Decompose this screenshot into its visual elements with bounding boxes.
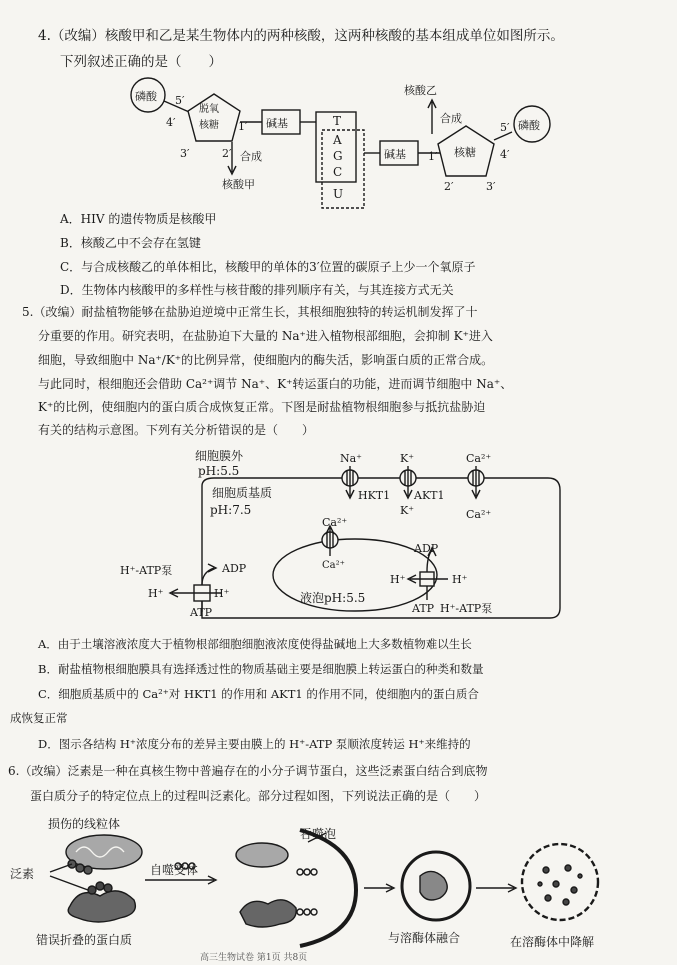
k-label-top: K⁺ (400, 452, 415, 465)
h-label-vacuole: H⁺ (390, 573, 406, 586)
base-label-left: 碱基 (266, 117, 288, 130)
q5-stem-line-5: K⁺的比例，使细胞内的蛋白质合成恢复正常。下图是耐盐植物根细胞参与抵抗盐胁迫 (38, 400, 486, 414)
page-footer: 高三生物试卷 第1页 共8页 (200, 953, 308, 963)
q4-option-d: D．生物体内核酸甲的多样性与核苷酸的排列顺序有关，与其连接方式无关 (60, 283, 454, 297)
pos-2-right: 2′ (444, 180, 454, 193)
q5-stem-line-2: 分重要的作用。研究表明，在盐胁迫下大量的 Na⁺进入植物根部细胞，会抑制 K⁺进入 (38, 329, 493, 343)
q5-stem-line-3: 细胞，导致细胞中 Na⁺/K⁺的比例异常，使细胞内的酶失活，影响蛋白质的正常合成。 (38, 353, 494, 367)
ribose-label: 核糖 (454, 146, 476, 159)
q5-stem-line-4: 与此同时，根细胞还会借助 Ca²⁺调节 Na⁺、K⁺转运蛋白的功能，进而调节细胞中 Na⁺、 (38, 377, 513, 391)
q4-option-c: C．与合成核酸乙的单体相比，核酸甲的单体的3′位置的碳原子上少一个氧原子 (60, 260, 476, 274)
base-g: G (333, 149, 343, 163)
q5-option-c: C．细胞质基质中的 Ca²⁺对 HKT1 的作用和 AKT1 的作用不同，使细胞内的蛋白质合 (38, 687, 479, 701)
cytosol-ph: pH:7.5 (210, 503, 252, 517)
base-label-right: 碱基 (384, 148, 406, 161)
q5-option-c-cont: 成恢复正常 (10, 711, 68, 725)
q4-stem-line-1: 4.（改编）核酸甲和乙是某生物体内的两种核酸，这两种核酸的基本组成单位如图所示。 (38, 28, 564, 44)
nucleic-a-label: 核酸甲 (222, 178, 255, 191)
pos-5-right: 5′ (500, 121, 510, 134)
q5-option-a: A．由于土壤溶液浓度大于植物根部细胞细胞液浓度使得盐碱地上大多数植物难以生长 (38, 637, 472, 651)
q4-option-a: A．HIV 的遗传物质是核酸甲 (60, 212, 217, 226)
degradation-lysosome (522, 844, 598, 920)
synthesis-label-right: 合成 (440, 112, 462, 125)
pos-4-left: 4′ (166, 116, 176, 129)
adp-label-vacuole: ADP (414, 542, 439, 555)
ca-label-cytosol: Ca²⁺ (322, 516, 348, 529)
deoxyribose-label-1: 脱氧 (199, 104, 219, 115)
outside-label: 细胞膜外 (195, 449, 244, 463)
misfolded-protein (68, 891, 135, 922)
outside-ph: pH:5.5 (198, 464, 240, 478)
base-u: U (333, 187, 344, 201)
base-c: C (333, 165, 343, 179)
pump-label-membrane: H⁺-ATP泵 (120, 564, 173, 577)
h-label-cytosol: H⁺ (452, 573, 468, 586)
atp-label-membrane: ATP (190, 606, 213, 619)
synthesis-label-left: 合成 (240, 150, 262, 163)
q5-option-d: D．图示各结构 H⁺浓度分布的差异主要由膜上的 H⁺-ATP 泵顺浓度转运 H⁺来维持的 (38, 737, 471, 751)
base-a: A (333, 133, 342, 147)
q5-stem-line-6: 有关的结构示意图。下列有关分析错误的是（ ） (38, 423, 315, 437)
adp-label-membrane: ADP (222, 562, 247, 575)
h-label-inside: H⁺ (214, 587, 230, 600)
q4-option-b: B．核酸乙中不会存在氢键 (60, 236, 201, 250)
akt1-label: AKT1 (414, 489, 445, 502)
phagophore-label: 吞噬泡 (300, 827, 337, 841)
q5-stem-line-1: 5.（改编）耐盐植物能够在盐胁迫逆境中正常生长，其根细胞独特的转运机制发挥了十 (22, 305, 478, 319)
q6-stem-line-1: 6.（改编）泛素是一种在真核生物中普遍存在的小分子调节蛋白，这些泛素蛋白结合到底物 (8, 764, 488, 778)
atp-label-vacuole: ATP (412, 602, 435, 615)
damaged-mitochondrion (66, 835, 142, 869)
cytosol-label: 细胞质基质 (212, 486, 273, 500)
h-label-outside: H⁺ (148, 587, 164, 600)
pos-1-right: 1′ (428, 150, 438, 163)
misfolded-label: 错误折叠的蛋白质 (36, 933, 133, 947)
damaged-mito-label: 损伤的线粒体 (48, 817, 121, 831)
base-t: T (333, 114, 342, 128)
q5-option-b: B．耐盐植物根细胞膜具有选择透过性的物质基础主要是细胞膜上转运蛋白的种类和数量 (38, 662, 484, 676)
ca-label-inside: Ca²⁺ (466, 508, 492, 521)
fuse-label: 与溶酶体融合 (388, 931, 461, 945)
phagophore (300, 830, 356, 946)
ubiquitin-label: 泛素 (10, 867, 35, 881)
deoxyribose-label-2: 核糖 (199, 120, 219, 131)
pos-3-right: 3′ (486, 180, 496, 193)
pos-5-left: 5′ (175, 94, 185, 107)
phosphate-label-right: 磷酸 (518, 119, 540, 132)
pos-2-left: 2′ (222, 147, 232, 160)
k-label-inside: K⁺ (400, 504, 415, 517)
nucleic-b-label: 核酸乙 (404, 84, 437, 97)
ca-label-vacuole: Ca²⁺ (322, 560, 345, 571)
na-label-top: Na⁺ (340, 452, 362, 465)
degrade-label: 在溶酶体中降解 (510, 935, 595, 949)
ca-label-top: Ca²⁺ (466, 452, 492, 465)
pos-3-left: 3′ (180, 147, 190, 160)
vacuole-label: 液泡pH:5.5 (300, 591, 366, 605)
pos-1-left: 1′ (238, 120, 248, 133)
pump-label-vacuole: H⁺-ATP泵 (440, 602, 493, 615)
phosphate-label-left: 磷酸 (135, 90, 157, 103)
q6-stem-line-2: 蛋白质分子的特定位点上的过程叫泛素化。部分过程如图，下列说法正确的是（ ） (30, 789, 487, 803)
receptor-label: 自噬受体 (150, 863, 199, 877)
pos-4-right: 4′ (500, 148, 510, 161)
q4-stem-line-2: 下列叙述正确的是（ ） (60, 54, 222, 70)
hkt1-label: HKT1 (358, 489, 391, 502)
